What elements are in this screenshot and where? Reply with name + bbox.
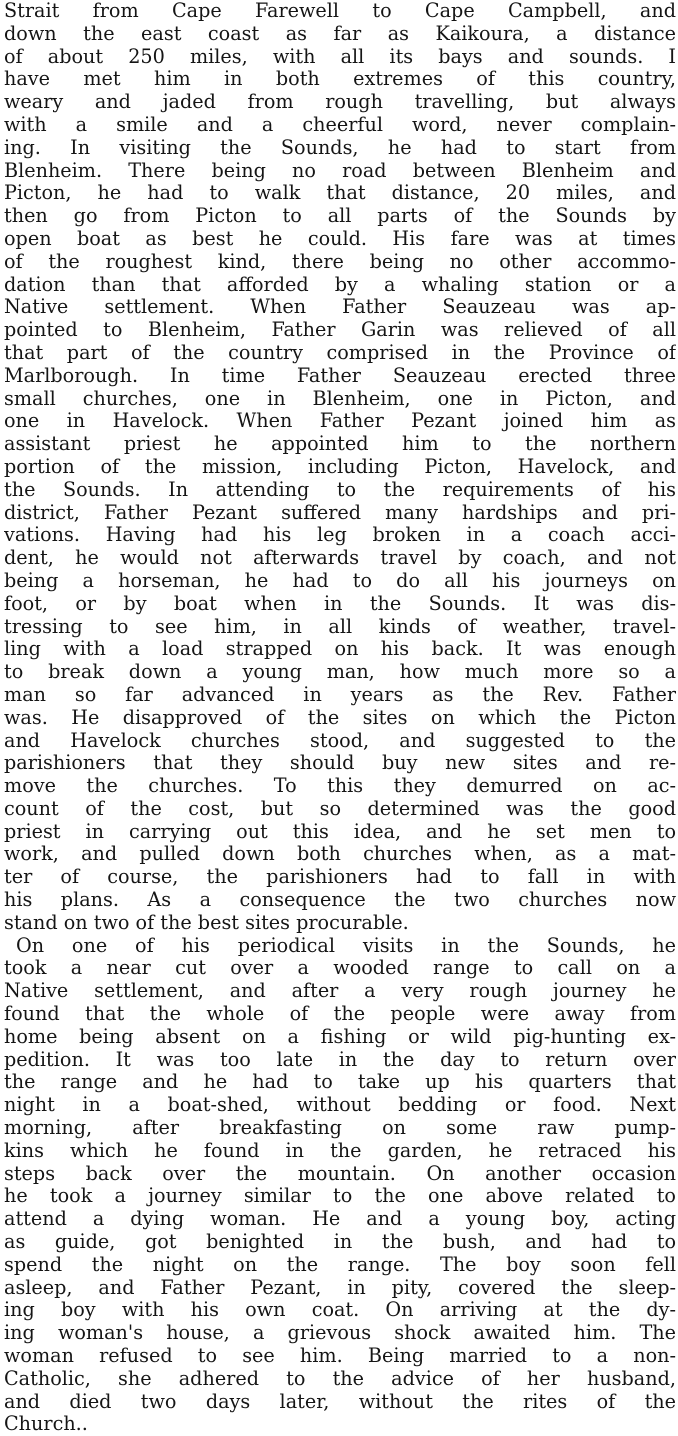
text-line: the Sounds. In attending to the requirements of his	[4, 478, 676, 501]
text-line: spend the night on the range. The boy soon fell	[4, 1253, 676, 1276]
text-line: that part of the country comprised in the Province of	[4, 341, 676, 364]
text-line: Blenheim. There being no road between Blenheim and	[4, 159, 676, 182]
text-line: foot, or by boat when in the Sounds. It was dis-	[4, 592, 676, 615]
text-line: weary and jaded from rough travelling, but always	[4, 91, 676, 114]
text-line: and died two days later, without the rites of the	[4, 1390, 676, 1413]
text-line: was. He disapproved of the sites on which the Picton	[4, 706, 676, 729]
text-line: have met him in both extremes of this country,	[4, 68, 676, 91]
text-line: man so far advanced in years as the Rev. Father	[4, 683, 676, 706]
text-line: tressing to see him, in all kinds of weather, travel-	[4, 615, 676, 638]
text-line: ing. In visiting the Sounds, he had to start from	[4, 136, 676, 159]
text-line: asleep, and Father Pezant, in pity, covered the sleep-	[4, 1276, 676, 1299]
text-line: night in a boat-shed, without bedding or food. Next	[4, 1094, 676, 1117]
text-line: took a near cut over a wooded range to call on a	[4, 957, 676, 980]
text-line: one in Havelock. When Father Pezant joined him as	[4, 410, 676, 433]
text-line: attend a dying woman. He and a young boy, acting	[4, 1208, 676, 1231]
text-line: ling with a load strapped on his back. It was enough	[4, 638, 676, 661]
text-line: then go from Picton to all parts of the Sounds by	[4, 205, 676, 228]
text-line: dation than that afforded by a whaling station or a	[4, 273, 676, 296]
article-paragraph	[4, 935, 676, 1436]
text-line: morning, after breakfasting on some raw pump-	[4, 1117, 676, 1140]
text-line: of the roughest kind, there being no other accommo-	[4, 250, 676, 273]
text-line: move the churches. To this they demurred on ac-	[4, 775, 676, 798]
text-line: ing woman's house, a grievous shock awaited him. The	[4, 1322, 676, 1345]
text-line: woman refused to see him. Being married to a non-	[4, 1345, 676, 1368]
text-line: kins which he found in the garden, he retraced his	[4, 1139, 676, 1162]
text-line: he took a journey similar to the one above related to	[4, 1185, 676, 1208]
text-line: Church..	[4, 1413, 88, 1436]
text-line: district, Father Pezant suffered many hardships and pri-	[4, 501, 676, 524]
text-line: being a horseman, he had to do all his journeys on	[4, 569, 676, 592]
text-line: of about 250 miles, with all its bays and sounds. I	[4, 45, 676, 68]
text-line: and Havelock churches stood, and suggested to the	[4, 729, 676, 752]
text-line: Picton, he had to walk that distance, 20 miles, and	[4, 182, 676, 205]
text-line: open boat as best he could. His fare was at times	[4, 227, 676, 250]
text-line: steps back over the mountain. On another occasion	[4, 1162, 676, 1185]
text-line: pointed to Blenheim, Father Garin was relieved of all	[4, 319, 676, 342]
text-line: his plans. As a consequence the two churches now	[4, 889, 676, 912]
text-line: as guide, got benighted in the bush, and had to	[4, 1231, 676, 1254]
text-line: to break down a young man, how much more so a	[4, 661, 676, 684]
text-line: pedition. It was too late in the day to return over	[4, 1048, 676, 1071]
article-paragraph	[4, 0, 676, 935]
text-line: work, and pulled down both churches when, as a mat-	[4, 843, 676, 866]
text-line: assistant priest he appointed him to the northern	[4, 433, 676, 456]
text-line: ing boy with his own coat. On arriving at the dy-	[4, 1299, 676, 1322]
text-line: found that the whole of the people were away from	[4, 1003, 676, 1026]
text-line: On one of his periodical visits in the Sounds, he	[16, 934, 676, 957]
text-line: Catholic, she adhered to the advice of her husband,	[4, 1367, 676, 1390]
text-line: vations. Having had his leg broken in a coach acci-	[4, 524, 676, 547]
text-line: ter of course, the parishioners had to fall in with	[4, 866, 676, 889]
text-line: stand on two of the best sites procurable.	[4, 911, 409, 934]
text-line: the range and he had to take up his quarters that	[4, 1071, 676, 1094]
text-line: dent, he would not afterwards travel by coach, and not	[4, 547, 676, 570]
text-line: down the east coast as far as Kaikoura, a distance	[4, 22, 676, 45]
text-line: portion of the mission, including Picton, Havelock, and	[4, 455, 676, 478]
text-line: Strait from Cape Farewell to Cape Campbell, and	[4, 0, 676, 22]
text-line: Native settlement, and after a very rough journey he	[4, 980, 676, 1003]
text-line: Native settlement. When Father Seauzeau was ap-	[4, 296, 676, 319]
text-line: count of the cost, but so determined was the good	[4, 797, 676, 820]
text-line: home being absent on a fishing or wild pig-hunting ex-	[4, 1025, 676, 1048]
text-line: with a smile and a cheerful word, never complain-	[4, 113, 676, 136]
text-line: Marlborough. In time Father Seauzeau erected three	[4, 364, 676, 387]
text-line: priest in carrying out this idea, and he set men to	[4, 820, 676, 843]
text-line: small churches, one in Blenheim, one in Picton, and	[4, 387, 676, 410]
text-line: parishioners that they should buy new sites and re-	[4, 752, 676, 775]
